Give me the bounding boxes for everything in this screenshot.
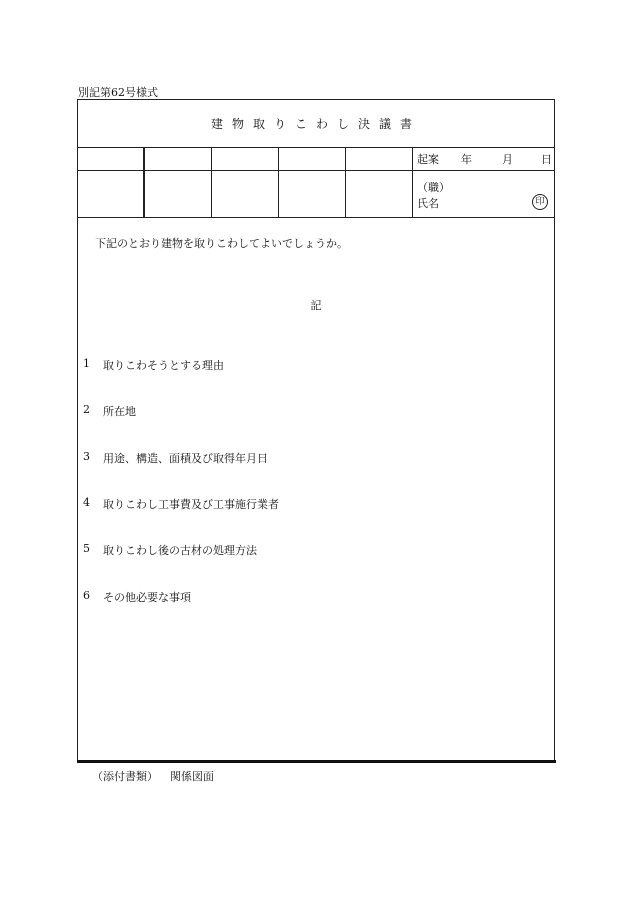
draft-date-cell — [413, 148, 554, 170]
item-number: 3 — [83, 450, 90, 463]
approval-cell — [145, 148, 212, 170]
day-label: 日 — [541, 153, 552, 166]
form-number: 別記第62号様式 — [78, 86, 158, 99]
year-label: 年 — [461, 153, 472, 166]
list-item — [83, 542, 257, 558]
attachments — [92, 768, 214, 784]
list-item — [83, 357, 224, 373]
item-number: 4 — [83, 496, 90, 509]
body-text: 下記のとおり建物を取りこわしてよいでしょうか。 — [95, 237, 348, 250]
item-text: 取りこわそうとする理由 — [103, 359, 224, 372]
approval-stamp-cell — [346, 171, 413, 217]
list-item — [83, 496, 279, 512]
drafter-name-cell — [413, 171, 554, 217]
approval-stamp-cell — [78, 171, 145, 217]
list-item — [83, 589, 191, 605]
item-number: 1 — [83, 357, 90, 370]
approval-stamp-cell — [279, 171, 346, 217]
item-text: 取りこわし後の古材の処理方法 — [103, 544, 257, 557]
approval-stamp-cell — [212, 171, 279, 217]
document-frame — [77, 99, 555, 761]
item-number: 2 — [83, 403, 90, 416]
item-text: その他必要な事項 — [103, 591, 191, 604]
item-number: 5 — [83, 542, 90, 555]
approval-cell — [78, 148, 145, 170]
ki-label: 記 — [310, 299, 322, 312]
name-label: 氏名 — [417, 197, 439, 210]
position-label: （職） — [417, 181, 450, 194]
item-text: 用途、構造、面積及び取得年月日 — [103, 452, 268, 465]
document-title: 建物取りこわし決議書 — [78, 100, 554, 148]
item-text: 取りこわし工事費及び工事施行業者 — [103, 498, 279, 511]
list-item — [83, 403, 136, 419]
attachments-label: （添付書類） — [92, 770, 158, 783]
month-label: 月 — [502, 153, 513, 166]
item-number: 6 — [83, 589, 90, 602]
approval-row-bottom — [78, 171, 554, 218]
approval-cell — [212, 148, 279, 170]
seal-icon: 印 — [532, 194, 548, 210]
list-item — [83, 450, 268, 466]
approval-row-top — [78, 148, 554, 171]
approval-cell — [346, 148, 413, 170]
approval-stamp-cell — [145, 171, 212, 217]
item-text: 所在地 — [103, 405, 136, 418]
draft-label: 起案 — [417, 153, 439, 166]
attachments-value: 関係図面 — [170, 770, 214, 783]
approval-cell — [279, 148, 346, 170]
bottom-rule — [77, 760, 556, 763]
